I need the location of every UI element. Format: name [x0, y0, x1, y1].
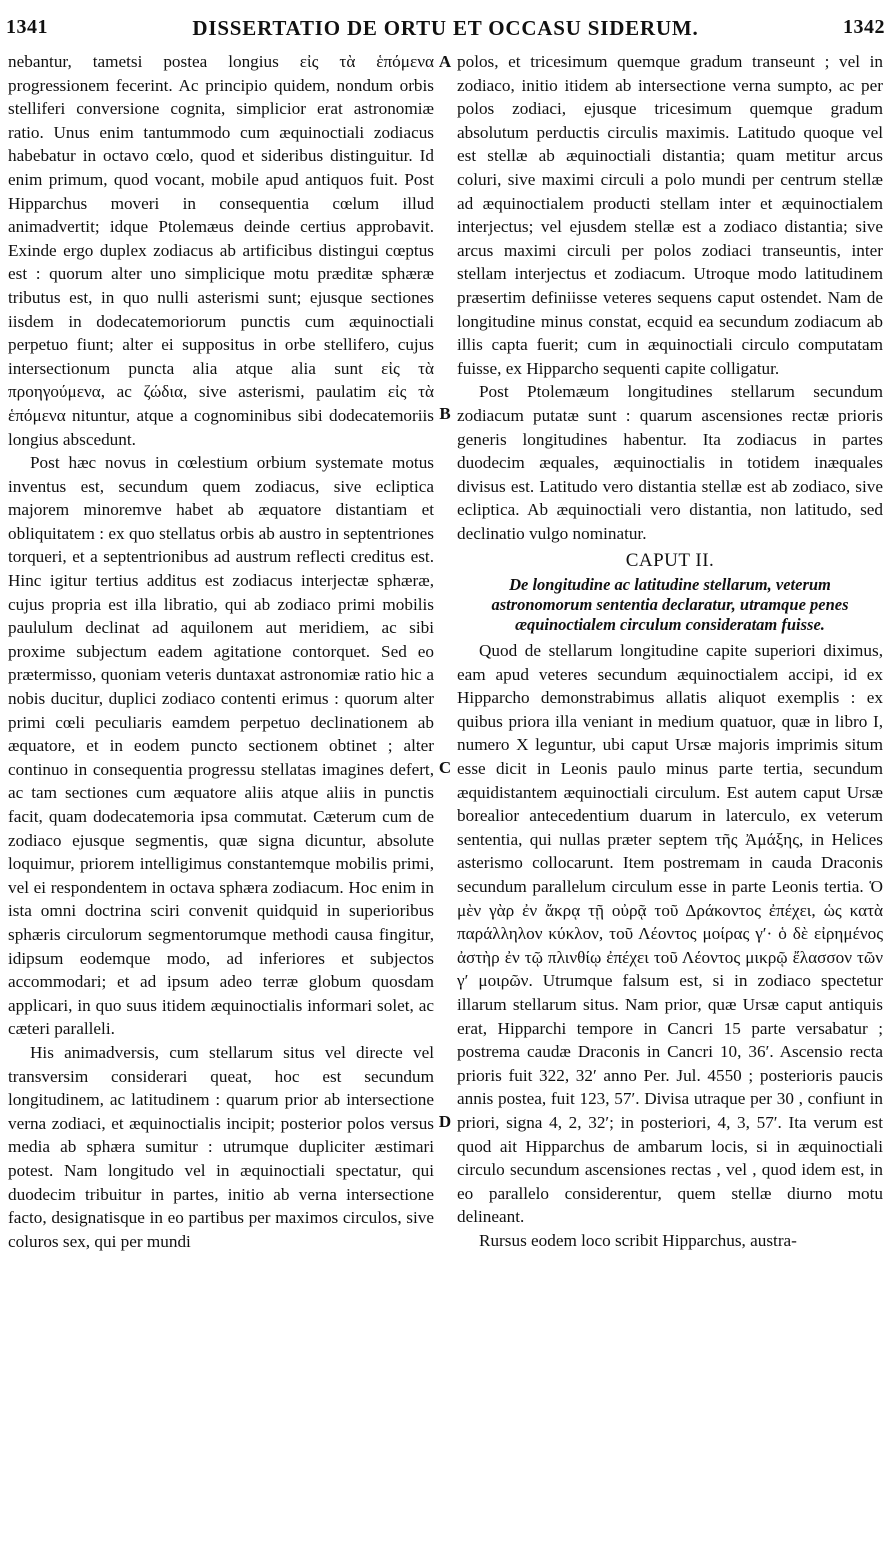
- margin-letter-c: C: [438, 758, 452, 777]
- right-paragraph-2: Post Ptolemæum longitudines stellarum secundum zodiacum putatæ sunt : quarum ascensiones rectæ prioris generis longitudines habentur. Ita zodiacus in partes duodecim æquales, æquinoctialis in totidem inæquales divisus est. Latitudo vero distantia stellæ est ab zodiaco, sive ecliptica. Ab æquinoctiali vero distantia, non latitudo, sed declinatio vulgo nominatur.: [457, 382, 883, 543]
- right-paragraph-4: Rursus eodem loco scribit Hipparchus, austra-: [479, 1230, 797, 1250]
- margin-letter-b: B: [439, 404, 451, 423]
- left-paragraph-3: His animadversis, cum stellarum situs vel directe vel transversim considerari queat, hoc est secundum longitudinem, ac latitudinem : quarum prior ab intersectione verna zodiaci, et æquinoctialis incipit; posterior polos versus media ab sphæra sumitur : utrumque dupliciter æstimari potest. Nam longitudo vel in æquinoctiali spectatur, qui duodecim tribuitur in partes, initio ab verna intersectione facto, designatisque in eo partibus per maximos circulos, sive coluros sex, qui per mundi: [8, 1042, 434, 1251]
- page-header: [0, 0, 891, 50]
- left-page-number: 1341: [6, 16, 48, 38]
- right-page-number: 1342: [843, 16, 885, 38]
- margin-letter-d: D: [438, 1112, 452, 1131]
- running-title: DISSERTATIO DE ORTU ET OCCASU SIDERUM.: [192, 16, 699, 40]
- right-column: [457, 50, 883, 1544]
- left-paragraph-1: nebantur, tametsi postea longius εἰς τὰ ἑπόμενα progressionem fecerint. Ac principio quidem, nondum orbis stelliferi conversione cognita, simplicior erat astronomiæ ratio. Unus enim tantummodo cum æquinoctiali zodiacus habebatur in octavo cœlo, quod et sideribus distinguitur. Id enim primum, quod vocant, mobile apud antiquos fuit. Post Hipparchus moveri in consequentia cœlum illud animadvertit; idque Ptolemæus deinde certius approbavit. Exinde ergo duplex zodiacus ab artificibus distingui cœptus est : quorum alter uno simplicique motu præditæ sphæræ tributus est, in quo nulli asterismi sunt; ejusque sectiones iisdem in dodecatemoriorum punctis cum æquinoctiali perpetuo fiunt; alter ei suppositus in orbe stellifero, cujus intersectionum puncta alia atque alia sunt εἰς τὰ προηγούμενα, ac ζώδια, sive asterismi, paulatim εἰς τὰ ἑπόμενα nituntur, atque a cognominibus sibi dodecatemoriis longius abscedunt.: [8, 52, 434, 449]
- left-column: [8, 50, 434, 1544]
- right-paragraph-3: Quod de stellarum longitudine capite superiori diximus, eam apud veteres secundum æquinoctialem accipi, id ex Hipparcho demonstrabimus allatis aliquot exemplis : ex quibus priora illa veniant in medium quatuor, quæ in libro I, numero X leguntur, ubi caput Ursæ majoris imprimis situm esse dicit in Leonis paulo minus parte tertia, secundum æquidistantem æquinoctiali circulum. Est autem caput Ursæ borealior antecedentium duarum in laterculo, ex veterum sententia, qui nullas præter septem τῆς Ἀμάξης, in Helices asterismo collocarunt. Item postremam in cauda Draconis secundum parallelum circulum esse in parte Leonis tertia. Ὁ μὲν γὰρ ἐν ἄκρᾳ τῇ οὐρᾷ τοῦ Δράκοντος ἐπέχει, ὡς κατὰ παράλληλον κύκλον, τοῦ Λέοντος μοίρας γ′· ὁ δὲ εἰρημένος ἀστὴρ ἐν τῷ πλινθίῳ ἐπέχει τοῦ Λέοντος μικρῷ ἔλασσον τῶν γ′ μοιρῶν. Utrumque falsum est, si in zodiaco spectetur illarum stellarum situs. Nam prior, quæ Ursæ caput antiquis erat, Hipparchi tempore in Cancri 15 parte versabatur ; postrema caudæ Draconis in Cancri 10, 36′. Ascensio recta prioris fuit 322, 32′ anno Per. Jul. 4550 ; posterioris paucis annis postea, fuit 123, 57′. Divisa utraque per 30 , confiunt in priori, signa 4, 2, 32′; in posteriori, 4, 3, 57′. Ita verum est quod ait Hipparchus de ambarum locis, si in æquinoctiali circulo secundum ascensiones rectas , vel , quod idem est, in eo parallelo considerentur, quem stellæ diurno motu delineant.: [457, 641, 883, 1227]
- margin-letter-a: A: [438, 52, 452, 71]
- right-paragraph-1: polos, et tricesimum quemque gradum transeunt ; vel in zodiaco, initio itidem ab intersectione verna sumpto, ac per polos zodiaci, ejusque tricesimum quemque gradum absolutum perductis circulis maximis. Latitudo quoque vel est stellæ ab æquinoctiali distantia; quam metitur arcus coluri, sive maximi circuli a polo mundi per centrum stellæ ad æquinoctialem producti stellam inter et æquinoctialem interjectus; vel ejusdem stellæ est a zodiaco distantia; sive arcus maximi circuli per polos zodiaci transeuntis, inter stellam interjectus et zodiacum. Utroque modo latitudinem præsertim definiisse veteres sequens caput ostendet. Nam de longitudine minus constat, ecquid ea secundum zodiacum ab illis capta fuerit; cum in æquinoctiali circulo computatam fuisse, ex Hipparcho sequenti capite colligatur.: [457, 52, 883, 378]
- left-paragraph-2: Post hæc novus in cœlestium orbium systemate motus inventus est, secundum quem zodiacus, sive ecliptica majorem minoremve habet ab æquatore distantiam et obliquitatem : ex quo stellatus orbis ab austro in septentriones torqueri, et a septentrionibus ad austrum reflecti creditus est. Hinc igitur tertius additus est zodiacus interjectæ sphæræ, cujus propria est illa libratio, qui ab zodiaco primi mobilis paululum declinat ad aquilonem aut meridiem, ac sibi proxime subjectum eadem agitatione contorquet. Sed eo prætermisso, quoniam veteris duntaxat astronomiæ ratio hic a nobis ducitur, duplici zodiaco contenti erimus : quorum alter primi cœli peculiaris eamdem perpetuo declinationem ab æquatore, et in eodem puncto sectionem obtinet ; alter continuo in consequentia progressu stellatas imagines defert, ac tam sectiones cum æquatore aliis atque aliis in punctis facit, quam dodecatemoria ipsa commutat. Cæterum cum de zodiaco ejusque segmentis, quæ signa dicuntur, absolute loquimur, priorem intelligimus constantemque mobilis primi, vel ei respondentem in octava sphæra zodiacum. Hoc enim in ista omni doctrina sciri convenit quidquid in superioribus sphæris circulorum segmentorumque methodi causa fingitur, idipsum eodemque modo, ad inferiores et subjectos accommodari; et ad ipsum adeo terræ globum quosdam applicari, in quo suus itidem æquinoctialis informari solet, ac cæteri paralleli.: [8, 453, 434, 1039]
- chapter-subtitle: De longitudine ac latitudine stellarum, veterum astronomorum sententia declaratur, utramque penes æquinoctialem circulum consideratam fuisse.: [491, 575, 849, 635]
- chapter-title: CAPUT II.: [625, 550, 715, 572]
